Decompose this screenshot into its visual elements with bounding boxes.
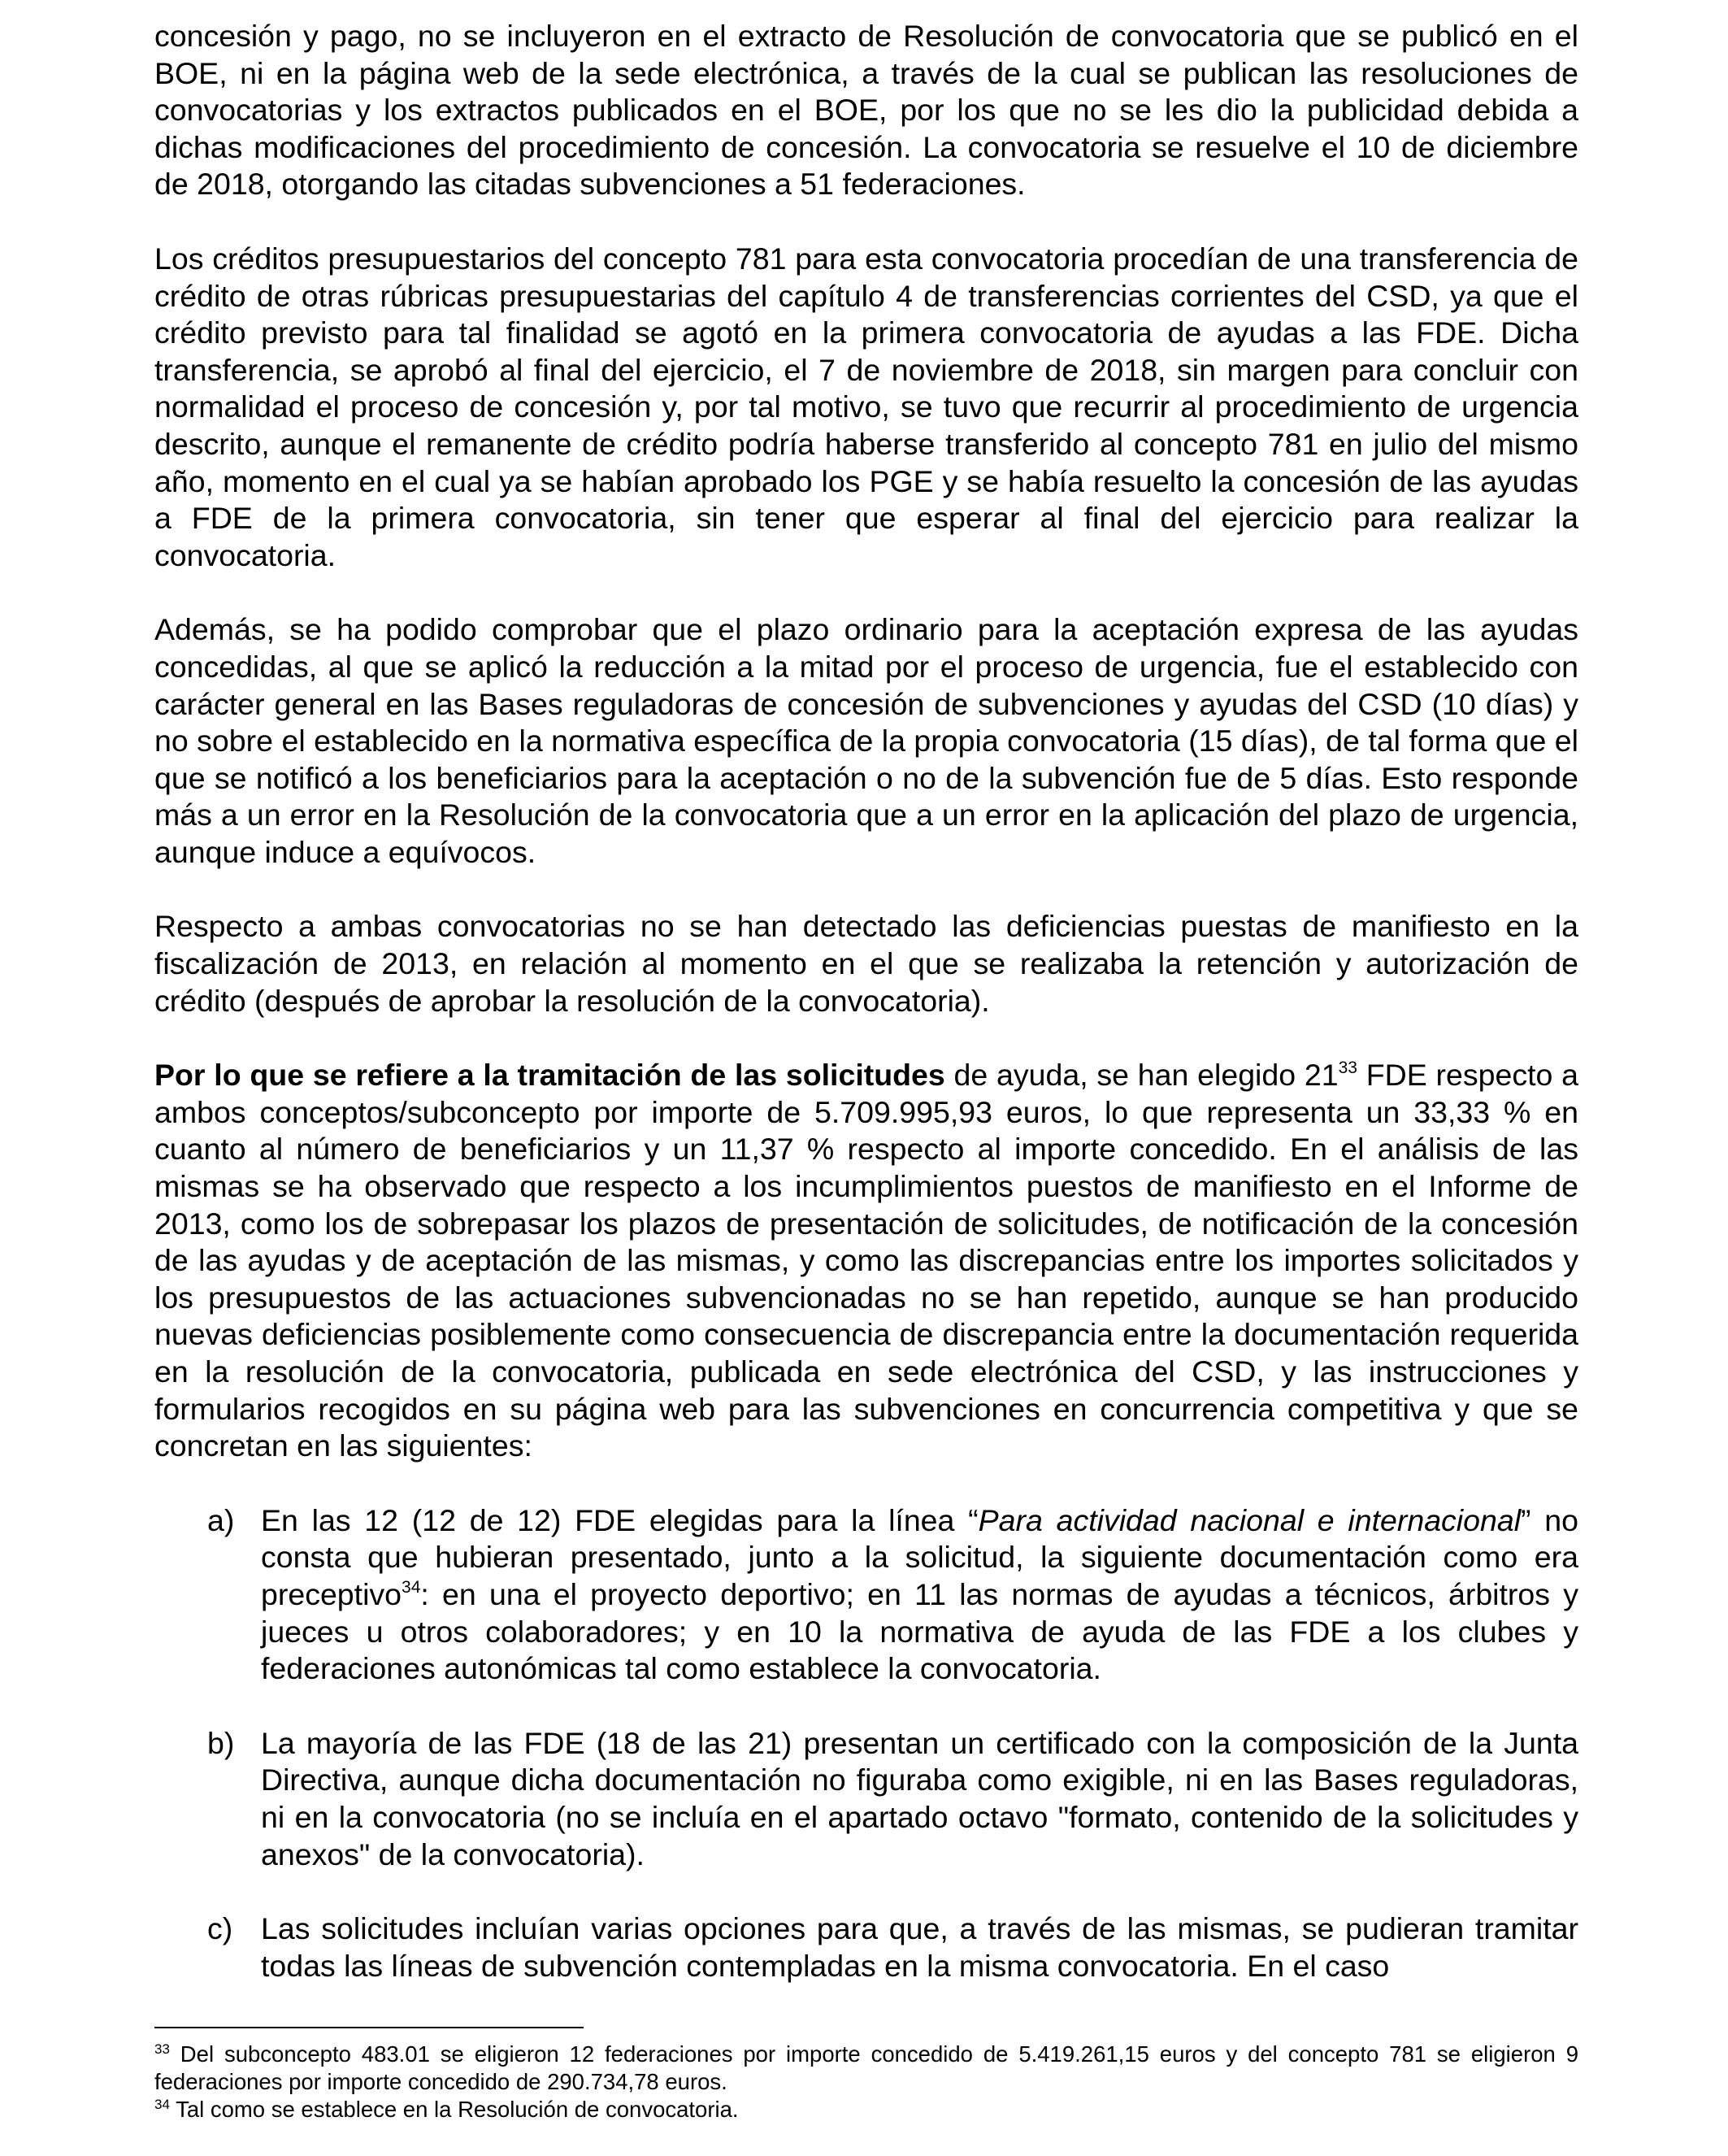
paragraph-concession-publicity: concesión y pago, no se incluyeron en el extracto de Resolución de convocatoria que se publicó en el BOE, ni en la página web de la sede electrónica, a través de la cual se publican las resoluciones de convocatorias y los extractos publicados en el BOE, por los que no se les dio la publicidad debida a dichas modificaciones del procedimiento de concesión. La convocatoria se resuelve el 10 de diciembre de 2018, otorgando las citadas subvenciones a 51 federaciones. <box>154 19 1578 202</box>
line-name-italic: Para actividad nacional e internacional <box>978 1502 1522 1537</box>
footnote-separator <box>154 2027 584 2028</box>
footnote-ref-33[interactable]: 33 <box>1338 1058 1357 1078</box>
footnote-33 <box>154 2041 1578 2096</box>
list-item-text: ” no consta que hubieran presentado, junto a la solicitud, la siguiente documentación como era preceptivo <box>261 1502 1578 1611</box>
paragraph-text: de ayuda, se han elegido 21 <box>944 1058 1339 1093</box>
deficiency-list <box>154 1502 1578 1985</box>
paragraph-budget-credits: Los créditos presupuestarios del concepto 781 para esta convocatoria procedían de una transferencia de crédito de otras rúbricas presupuestarias del capítulo 4 de transferencias corrientes del CSD, ya que el crédito previsto para tal finalidad se agotó en la primera convocatoria de ayudas a las FDE. Dicha transferencia, se aprobó al final del ejercicio, el 7 de noviembre de 2018, sin margen para concluir con normalidad el proceso de concesión y, por tal motivo, se tuvo que recurrir al procedimiento de urgencia descrito, aunque el remanente de crédito podría haberse transferido al concepto 781 en julio del mismo año, momento en el cual ya se habían aprobado los PGE y se había resuelto la concesión de las ayudas a FDE de la primera convocatoria, sin tener que esperar al final del ejercicio para realizar la convocatoria. <box>154 241 1578 572</box>
paragraph-2013-deficiencies: Respecto a ambas convocatorias no se han detectado las deficiencias puestas de manifiesto en la fiscalización de 2013, en relación al momento en el que se realizaba la retención y autorización de crédito (después de aprobar la resolución de la convocatoria). <box>154 909 1578 1018</box>
list-marker: b) <box>207 1725 235 1760</box>
paragraph-acceptance-deadline: Además, se ha podido comprobar que el plazo ordinario para la aceptación expresa de las ayudas concedidas, al que se aplicó la reducción a la mitad por el proceso de urgencia, fue el establecido con carácter general en las Bases reguladoras de concesión de subvenciones y ayudas del CSD (10 días) y no sobre el establecido en la normativa específica de la propia convocatoria (15 días), de tal forma que el que se notificó a los beneficiarios para la aceptación o no de la subvención fue de 5 días. Esto responde más a un error en la Resolución de la convocatoria que a un error en la aplicación del plazo de urgencia, aunque induce a equívocos. <box>154 612 1578 869</box>
paragraph-application-processing <box>154 1057 1578 1465</box>
paragraph-text: FDE respecto a ambos conceptos/subconcepto por importe de 5.709.995,93 euros, lo que representa un 33,33 % en cuanto al número de beneficiarios y un 11,37 % respecto al importe concedido. En el análisis de las mismas se ha observado que respecto a los incumplimientos puestos de manifiesto en el Informe de 2013, como los de sobrepasar los plazos de presentación de solicitudes, de notificación de la concesión de las ayudas y de aceptación de las mismas, y como las discrepancias entre los importes solicitados y los presupuestos de las actuaciones subvencionadas no se han repetido, aunque se han producido nuevas deficiencias posiblemente como consecuencia de discrepancia entre la documentación requerida en la resolución de la convocatoria, publicada en sede electrónica del CSD, y las instrucciones y formularios recogidos en su página web para las subvenciones en concurrencia competitiva y que se concretan en las siguientes: <box>154 1058 1579 1463</box>
bold-lead-text: Por lo que se refiere a la tramitación de las solicitudes <box>154 1058 945 1093</box>
document-body <box>154 18 1578 2022</box>
footnotes <box>154 2041 1578 2123</box>
footnote-text: Tal como se establece en la Resolución de convocatoria. <box>169 2097 739 2122</box>
list-item-b <box>154 1725 1578 1873</box>
list-item-text: : en una el proyecto deportivo; en 11 las normas de ayudas a técnicos, árbitros y jueces u otros colaboradores; y en 10 la normativa de ayuda de las FDE a los clubes y federaciones autonómicas tal como establece la convocatoria. <box>261 1576 1578 1686</box>
footnote-number: 34 <box>154 2097 170 2112</box>
list-item-text: En las 12 (12 de 12) FDE elegidas para la línea “ <box>261 1502 979 1537</box>
list-item-a <box>154 1502 1578 1688</box>
footnote-text: Del subconcepto 483.01 se eligieron 12 federaciones por importe concedido de 5.419.261,15 euros y del concepto 781 se eligieron 9 federaciones por importe concedido de 290.734,78 euros. <box>154 2041 1578 2094</box>
footnote-number: 33 <box>154 2041 170 2057</box>
list-marker: a) <box>207 1502 235 1537</box>
list-item-c <box>154 1910 1578 1984</box>
list-marker: c) <box>207 1911 233 1946</box>
footnote-ref-34[interactable]: 34 <box>402 1577 421 1597</box>
list-item-text: La mayoría de las FDE (18 de las 21) presentan un certificado con la composición de la Junta Directiva, aunque dicha documentación no figuraba como exigible, ni en las Bases reguladoras, ni en la convocatoria (no se incluía en el apartado octavo "formato, contenido de la solicitudes y anexos" de la convocatoria). <box>261 1725 1578 1871</box>
list-item-text: Las solicitudes incluían varias opciones para que, a través de las mismas, se pudieran tramitar todas las líneas de subvención contempladas en la misma convocatoria. En el caso <box>261 1911 1578 1983</box>
footnote-34 <box>154 2096 1578 2123</box>
